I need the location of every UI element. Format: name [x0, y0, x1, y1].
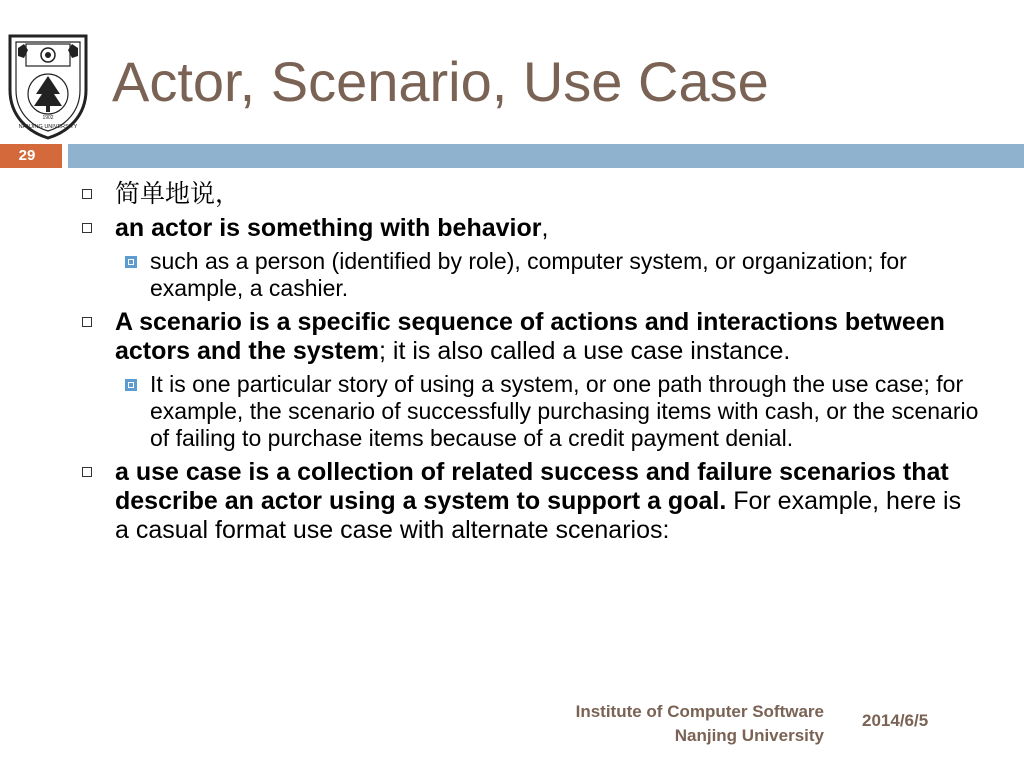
bullet-text: A scenario is a specific sequence of actions and interactions between actors and the system [115, 308, 945, 365]
bullet-item [80, 180, 980, 209]
bullet-text: an actor is something with behavior [115, 214, 542, 242]
slide-number-badge [0, 144, 62, 168]
footer-university: Nanjing University [674, 726, 824, 745]
bullet-text: , [541, 214, 549, 242]
sub-bullet-item [80, 371, 980, 452]
footer-institute: Institute of Computer Software [575, 702, 824, 721]
hollow-square-bullet-icon [82, 189, 92, 199]
bullet-item [80, 214, 980, 243]
page-title: Actor, Scenario, Use Case [112, 50, 769, 113]
sub-bullet-item [80, 248, 980, 302]
bullet-text: It is one particular story of using a system, or one path through the use case; for example, the scenario of successfully purchasing items with cash, or the scenario of failing to purchase items because of a credit payment denial. [150, 371, 979, 451]
hollow-square-bullet-icon [82, 317, 92, 327]
footer-institute-block [576, 700, 824, 748]
bullet-text: 简单地说， [115, 180, 241, 208]
bullet-text: For example, here is a casual format use case with alternate scenarios: [115, 487, 962, 544]
bullet-text: a use case is a collection of related success and failure scenarios that describe an actor using a system to support a goal. [115, 458, 949, 515]
footer-date: 2014/6/5 [862, 711, 929, 730]
logo-year: 1902 [42, 115, 54, 121]
hollow-square-bullet-icon [82, 223, 92, 233]
slide-number: 29 [18, 147, 36, 164]
filled-square-bullet-icon [125, 256, 137, 268]
header-band [68, 144, 1024, 168]
university-seal-icon [4, 28, 92, 140]
bullet-text: such as a person (identified by role), computer system, or organization; for example, a cashier. [150, 248, 907, 301]
logo-wordmark: NANJING UNIVERSITY [18, 124, 78, 130]
bullet-item [80, 308, 980, 366]
bullet-item [80, 458, 980, 545]
bullet-text: ; it is also called a use case instance. [379, 337, 791, 365]
slide-content [80, 180, 980, 550]
filled-square-bullet-icon [125, 379, 137, 391]
hollow-square-bullet-icon [82, 467, 92, 477]
